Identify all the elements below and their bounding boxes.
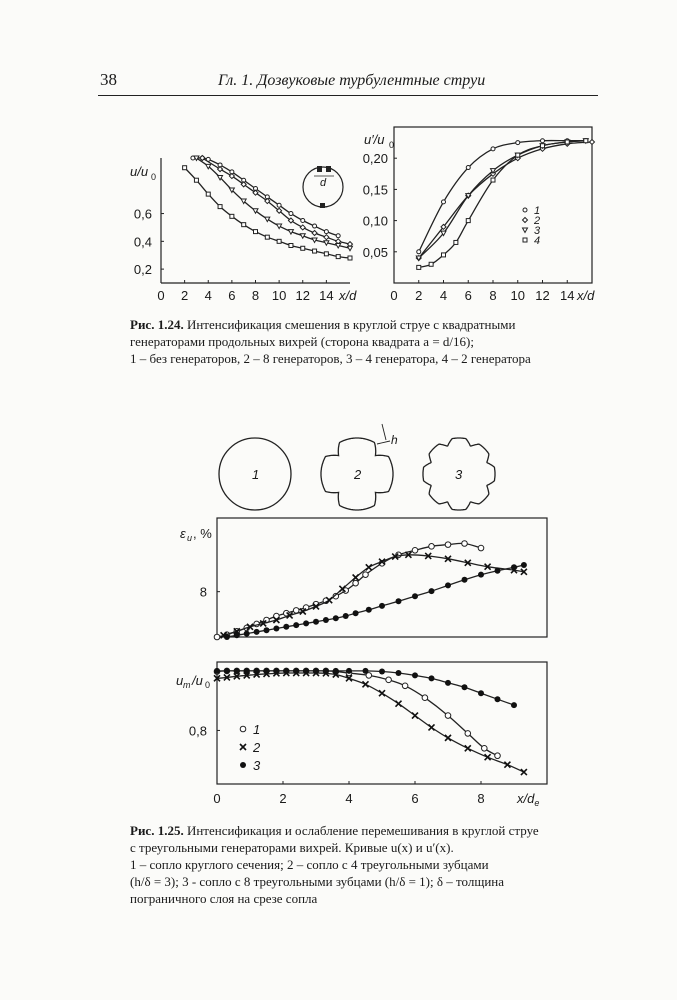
fig124-right-series-2-point: [590, 139, 595, 144]
fig124-caption-line1: Интенсификация смешения в круглой струе с квадратными: [186, 317, 516, 332]
fig124-left-series-4-point: [301, 246, 305, 250]
fig125-bottom-axes: [176, 662, 547, 784]
fig124-right-xlabel: x/d: [577, 288, 595, 303]
fig124-caption-line2: генераторами продольных вихрей (сторона квадрата a = d/16);: [130, 334, 474, 349]
fig125-bottom-series-1-point: [422, 695, 428, 701]
fig125-top-series-3-point: [396, 598, 402, 604]
fig124-left-xtick-label: 6: [228, 288, 236, 303]
fig124-right-series-3-line: [419, 141, 586, 258]
fig124-right-xtick-label: 4: [439, 288, 448, 303]
fig125-bottom-series-2-point: [363, 681, 369, 687]
fig125-bottom-series-3-point: [363, 668, 369, 674]
fig124-right-ytick-label: 0,15: [362, 182, 388, 198]
fig124-right-legend-marker: [523, 238, 527, 242]
fig125-top-ylabel: ε: [180, 526, 186, 541]
fig125-bottom-series-3-point: [313, 668, 319, 674]
fig124-caption-line3: 1 – без генераторов, 2 – 8 генераторов, 3 – 4 генератора, 4 – 2 генератора: [130, 351, 531, 366]
fig124-left-ytick-label: 0,4: [133, 234, 152, 250]
fig125-top-axes: [180, 518, 547, 637]
fig124-right-series-3-point: [416, 256, 421, 261]
fig125-caption-line5: пограничного слоя на срезе сопла: [130, 891, 318, 906]
fig125-top-series-3-point: [273, 626, 279, 632]
fig124-caption-label: Рис. 1.24.: [130, 317, 184, 332]
fig125-bottom-series-3-point: [333, 668, 339, 674]
fig125-top-series-3-point: [445, 582, 451, 588]
fig124-left-xtick-label: 2: [181, 288, 189, 303]
fig124-left-series-1-point: [336, 234, 340, 238]
svg-text:m: m: [183, 680, 191, 690]
fig124-left-ylabel: u/u: [130, 164, 149, 179]
fig124-left-series-3-point: [336, 244, 341, 249]
fig125-bottom-series-1-point: [482, 745, 488, 751]
fig124-right-series-1-point: [417, 250, 421, 254]
fig125-top-series-1-point: [214, 634, 220, 640]
fig124-left-series-2-point: [300, 225, 305, 230]
fig124-right-series-4-point: [454, 240, 458, 244]
fig125-top-series-1-point: [429, 544, 435, 550]
fig125-top-series-3-point: [412, 593, 418, 599]
svg-text:0: 0: [205, 680, 211, 690]
fig124-left-series-3-point: [348, 246, 353, 251]
running-title: Гл. 1. Дозвуковые турбулентные струи: [218, 72, 486, 89]
fig125-top-series-3-point: [379, 603, 385, 609]
fig124-inset-nozzle: [303, 166, 343, 208]
nozzle-3-label: 3: [455, 467, 463, 482]
fig125-bottom-legend-label: 3: [253, 758, 261, 773]
fig124-left-series-4-point: [242, 223, 246, 227]
fig124-right-series-4-point: [429, 262, 433, 266]
fig125-caption-line2: с треугольными генераторами вихрей. Кривые u(x) и u′(x).: [130, 840, 454, 855]
nozzle-1-sketch: [219, 438, 291, 510]
fig124-right-xtick-label: 12: [535, 288, 550, 303]
fig125-bottom-series-3-point: [254, 668, 260, 674]
fig124-left-xtick-label: 8: [251, 288, 260, 303]
fig125-top-series-3-point: [333, 615, 339, 621]
fig125-bottom-series-3-point: [511, 702, 517, 708]
fig124-right-series-4-point: [565, 140, 569, 144]
fig125-bottom-series-2-point: [429, 724, 435, 730]
fig125-bottom-series-3-point: [495, 696, 501, 702]
fig124-right-legend-marker: [523, 208, 527, 212]
svg-text:u: u: [187, 533, 193, 543]
fig125-bottom-series-3-point: [323, 668, 329, 674]
fig125-top-series-3-point: [283, 624, 289, 630]
fig125-bottom-series-3-point: [244, 668, 250, 674]
fig125-bottom-series-3-point: [396, 670, 402, 676]
fig125-bottom-series-3-point: [346, 668, 352, 674]
fig124-left-series-4-point: [218, 205, 222, 209]
fig124-right-xtick-label: 8: [489, 288, 497, 303]
fig125-top-series-3-point: [495, 568, 501, 574]
fig125-top-series-2-point: [366, 564, 372, 570]
fig125-top-series-3-point: [303, 620, 309, 626]
fig124-right-series-4-point: [466, 219, 470, 223]
fig124-right-xtick-label: 0: [390, 288, 398, 303]
fig124-left-series-4-point: [313, 249, 317, 253]
fig125-caption-line1: Интенсификация и ослабление перемешивания в круглой струе: [186, 823, 539, 838]
fig125-bottom-legend-label: 2: [253, 740, 261, 755]
fig125-bottom-series-2-point: [396, 701, 402, 707]
fig125-bottom-series-3-point: [412, 672, 418, 678]
fig124-left-series-3-point: [312, 238, 317, 243]
fig125-bottom-series-3-line: [217, 671, 514, 705]
fig125-top-series-3-point: [511, 564, 517, 570]
fig124-right-xtick-label: 14: [560, 288, 575, 303]
nozzle-2-label: 2: [354, 467, 362, 482]
fig124-right-legend-label: 4: [534, 235, 541, 247]
fig124-right-series-1-point: [491, 147, 495, 151]
fig125-top-series-1-point: [478, 545, 484, 551]
fig124-right-legend-label: 2: [534, 215, 541, 227]
fig124-left-series-3-point: [300, 234, 305, 239]
fig125-top-series-3-point: [244, 631, 250, 637]
fig125-bottom-series-3-point: [303, 668, 309, 674]
fig125-bottom-series-3-point: [462, 684, 468, 690]
fig125-bottom-series-2-line: [217, 673, 524, 772]
fig124-left-series-1-point: [313, 224, 317, 228]
fig125-bottom-series-3-point: [224, 668, 230, 674]
fig125-top-series-2-point: [353, 575, 359, 581]
fig124-right-xtick-label: 6: [464, 288, 472, 303]
fig125-top-series-3-point: [313, 619, 319, 625]
inset-d-label: d: [320, 177, 327, 189]
fig124-right-series-1-point: [442, 200, 446, 204]
fig125-bottom-legend-marker: [240, 726, 246, 732]
fig125-bottom-xtick-label: 0: [213, 791, 221, 806]
fig125-caption-line4: (h/δ = 3); 3 - сопло с 8 треугольными зубцами (h/δ = 1); δ – толщина: [130, 874, 505, 889]
fig124-right-series-1-point: [516, 141, 520, 145]
fig125-top-series-2-line: [224, 555, 524, 636]
fig124-right-legend-marker: [523, 228, 528, 233]
fig125-caption-line3: 1 – сопло круглого сечения; 2 – сопло с 4 треугольными зубцами: [130, 857, 489, 872]
fig124-right-series-4-point: [541, 144, 545, 148]
svg-text:0: 0: [151, 172, 157, 182]
fig125-bottom-series-3-point: [273, 668, 279, 674]
fig125-bottom-xlabel: $x/d_e$: [517, 791, 540, 808]
fig125-bottom-series-2-point: [465, 745, 471, 751]
fig124-left-series-4-point: [265, 235, 269, 239]
fig124-right-series-1-point: [541, 139, 545, 143]
fig125-bottom-series-3-point: [478, 690, 484, 696]
fig125-bottom-series-1-point: [402, 683, 408, 689]
fig125-top-series-3-point: [429, 588, 435, 594]
fig124-left-series-4-point: [336, 255, 340, 259]
fig125-bottom-ytick-label: 0,8: [188, 723, 207, 739]
fig124-right-series-1-point: [466, 166, 470, 170]
fig125-top-series-3-point: [353, 610, 359, 616]
nozzle-1-label: 1: [252, 467, 260, 482]
fig125-bottom-legend-marker: [240, 762, 246, 768]
fig125-top-series-1-point: [445, 542, 451, 548]
fig124-right-xtick-label: 10: [510, 288, 525, 303]
fig124-left-series-4-point: [324, 252, 328, 256]
fig124-left-xtick-label: 4: [204, 288, 212, 303]
fig125-top-series-1-point: [353, 580, 359, 586]
fig124-left-xtick-label: 10: [271, 288, 287, 303]
fig124-caption: [130, 316, 600, 367]
fig124-right-xtick-label: 2: [415, 288, 423, 303]
fig125-bottom-xtick-label: 6: [411, 791, 419, 806]
svg-text:, %: , %: [193, 526, 212, 541]
fig125-bottom-xtick-label: 4: [345, 791, 353, 806]
fig124-right-series-4-point: [516, 153, 520, 157]
fig124-left-series-1-point: [277, 203, 281, 207]
fig125-bottom-xtick-label: 8: [477, 791, 485, 806]
fig125-bottom-series-1-point: [445, 713, 451, 719]
h-label: h: [391, 433, 398, 447]
svg-text:0: 0: [389, 140, 395, 150]
fig125-top-series-1-point: [363, 572, 369, 578]
fig125-caption-label: Рис. 1.25.: [130, 823, 184, 838]
fig125-bottom-series-3-point: [214, 668, 220, 674]
fig125-top-series-3-point: [343, 613, 349, 619]
nozzle-3-sketch: [423, 438, 495, 510]
fig124-right-series-4-point: [584, 139, 588, 143]
fig125-top-series-3-point: [323, 617, 329, 623]
fig124-left-xlabel: x/d: [339, 288, 357, 303]
fig124-right-series-4-point: [491, 178, 495, 182]
fig125-bottom-series-2-point: [504, 762, 510, 768]
fig124-right-legend-label: 1: [534, 205, 541, 217]
fig124-right-series-4-point: [442, 253, 446, 257]
fig125-bottom-ylabel: u: [176, 673, 184, 688]
fig124-left-series-4-point: [277, 239, 281, 243]
fig124-right-legend-label: 3: [534, 225, 541, 237]
fig124-left-series-3-point: [288, 230, 293, 235]
fig125-top-series-3-point: [366, 607, 372, 613]
fig124-right-ylabel: u′/u: [364, 132, 385, 147]
fig124-left-series-4-point: [183, 166, 187, 170]
fig124-left-series-2-point: [324, 235, 329, 240]
fig125-bottom-series-3-point: [429, 675, 435, 681]
fig125-bottom-series-3-point: [264, 668, 270, 674]
fig124-left-series-3-point: [277, 224, 282, 229]
fig125-top-series-3-point: [264, 627, 270, 633]
fig124-left-series-4-point: [230, 214, 234, 218]
fig124-right-series-4-point: [417, 265, 421, 269]
fig125-top-series-3-point: [254, 629, 260, 635]
fig125-bottom-series-2-point: [445, 735, 451, 741]
fig125-top-series-3-point: [224, 634, 230, 640]
fig124-left-series-2-point: [312, 231, 317, 236]
fig124-left-series-4-point: [206, 192, 210, 196]
fig124-left-xtick-label: 0: [157, 288, 165, 303]
fig124-left-series-1-point: [301, 219, 305, 223]
fig124-right-ytick-label: 0,20: [362, 151, 388, 167]
fig124-left-series-4-point: [289, 244, 293, 248]
fig124-left-ytick-label: 0,2: [133, 262, 152, 278]
fig125-bottom-legend-marker: [240, 744, 246, 750]
svg-text:/u: /u: [192, 673, 203, 688]
fig124-right-ytick-label: 0,05: [362, 244, 388, 260]
fig125-top-series-3-point: [234, 632, 240, 638]
fig124-left-xtick-label: 14: [319, 288, 334, 303]
fig125-bottom-series-1-point: [495, 753, 501, 759]
fig125-top-series-1-point: [412, 548, 418, 554]
fig125-bottom-series-3-point: [283, 668, 289, 674]
fig124-left-ytick-label: 0,6: [133, 206, 152, 222]
fig125-bottom-legend-label: 1: [253, 722, 261, 737]
fig124-right-legend-marker: [523, 218, 528, 223]
fig125-bottom-series-3-point: [293, 668, 299, 674]
fig125-bottom-series-3-point: [379, 669, 385, 675]
fig125-top-series-3-point: [293, 622, 299, 628]
fig125-bottom-xtick-label: 2: [279, 791, 287, 806]
fig124-left-series-4-point: [348, 256, 352, 260]
fig124-right-ytick-label: 0,10: [362, 213, 388, 229]
fig125-bottom-series-2-point: [485, 754, 491, 760]
fig124-left-series-4-point: [254, 230, 258, 234]
fig125-top-series-2-point: [300, 609, 306, 615]
fig125-top-series-3-point: [521, 562, 527, 568]
fig124-left-series-1-point: [324, 230, 328, 234]
fig125-bottom-series-1-point: [465, 731, 471, 737]
fig125-bottom-series-2-point: [412, 713, 418, 719]
fig124-left-series-4-point: [194, 178, 198, 182]
fig124-left-series-1-point: [289, 212, 293, 216]
page-number: 38: [100, 70, 117, 89]
nozzle-2-sketch: [321, 424, 398, 510]
fig124-left-series-3-point: [324, 241, 329, 246]
fig125-top-ytick-label: 8: [199, 584, 207, 600]
fig124-left-xtick-label: 12: [295, 288, 310, 303]
fig125-bottom-series-3-point: [445, 680, 451, 686]
fig125-top-series-3-point: [478, 572, 484, 578]
fig125-bottom-series-2-point: [521, 769, 527, 775]
fig125-bottom-series-2-point: [379, 690, 385, 696]
fig125-top-series-1-point: [462, 541, 468, 547]
fig125-bottom-series-3-point: [234, 668, 240, 674]
fig125-top-series-3-point: [462, 577, 468, 583]
fig125-caption: [130, 822, 600, 907]
fig125-bottom-series-1-point: [386, 677, 392, 683]
